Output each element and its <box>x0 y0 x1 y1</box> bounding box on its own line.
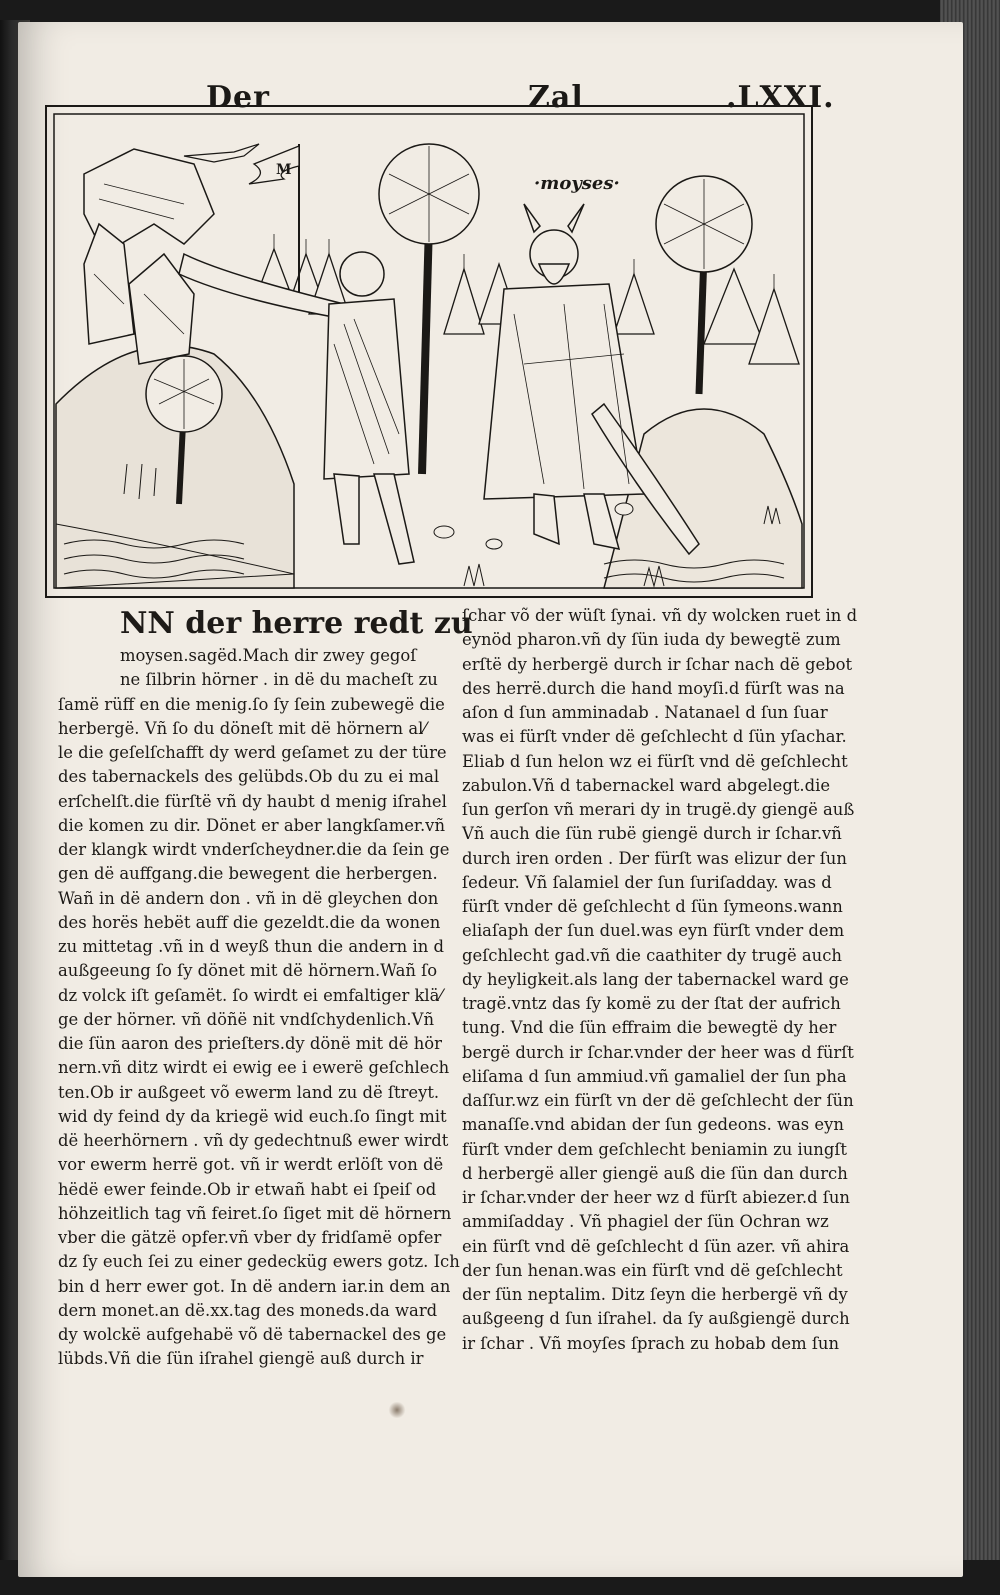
text-line: daſſur.wz ein fürſt vn der dë geſchlecht der ſün <box>462 1091 854 1110</box>
paper-stain <box>388 1402 406 1418</box>
header-center-word: Zal <box>528 80 584 115</box>
initial-line: NN der herre redt zu <box>120 606 473 641</box>
text-line: ſamë rüff en die menig.ſo ſy ſein zubewegë die <box>58 694 445 714</box>
text-line: ſedeur. Vñ ſalamiel der ſun ſuriſadday. was d <box>462 872 832 892</box>
text-line: wid dy feind dy da kriegë wid euch.ſo ſingt mit <box>58 1106 447 1126</box>
text-line: manaſſe.vnd abidan der ſun gedeons. was eyn <box>462 1115 844 1135</box>
text-line: dë heerhörnern . vñ dy gedechtnuß ewer wirdt <box>58 1131 449 1150</box>
text-line: le die geſelſchafft dy werd geſamet zu der türe <box>58 743 447 762</box>
text-line: eliſama d ſun ammiud.vñ gamaliel der ſun pha <box>462 1066 847 1086</box>
text-line: dern monet.an dë.xx.tag des moneds.da ward <box>58 1300 438 1320</box>
header-left-word: Der <box>206 80 270 115</box>
text-line: ne ſilbrin hörner . in dë du macheſt zu <box>120 670 438 690</box>
text-line: d herbergë aller giengë auß die ſün dan durch <box>462 1163 848 1183</box>
text-line: dz ſy euch ſei zu einer gedecküg ewers gotz. Ich <box>58 1252 460 1272</box>
text-line: bergë durch ir ſchar.vnder der heer was d fürſt <box>462 1042 854 1062</box>
text-line: dy wolckë aufgehabë võ dë tabernackel des ge <box>58 1325 447 1344</box>
text-line: eynöd pharon.vñ dy ſün iuda dy bewegtë zum <box>462 630 841 650</box>
text-line: die ſün aaron des prieſters.dy dönë mit dë hör <box>58 1034 442 1053</box>
text-line: hëdë ewer feinde.Ob ir etwañ habt ei ſpeiſ od <box>58 1179 437 1199</box>
illustration-caption: ·moyses· <box>534 173 620 194</box>
text-line: dy heyligkeit.als lang der tabernackel ward ge <box>462 969 849 989</box>
text-line: ir ſchar.vnder der heer wz d fürſt abiezer.d ſun <box>462 1188 850 1207</box>
text-line: gen dë auffgang.die bewegent die herbergen. <box>58 864 438 884</box>
left-text-column <box>58 604 473 1372</box>
text-line: Vñ auch die ſün rubë giengë durch ir ſchar.vñ <box>462 824 842 844</box>
text-line: des herrë.durch die hand moyſi.d fürſt was na <box>462 678 845 698</box>
text-line: vber die gätzë opfer.vñ vber dy fridſamë opfer <box>58 1228 442 1247</box>
text-line: ſchar võ der wüſt ſynai. vñ dy wolcken ruet in d <box>462 606 858 625</box>
text-line: zabulon.Vñ d tabernackel ward abgelegt.die <box>462 775 831 795</box>
text-line: vor ewerm herrë got. vñ ir werdt erlöſt von dë <box>58 1155 444 1175</box>
text-line: des tabernackels des gelübds.Ob du zu ei mal <box>58 767 440 787</box>
text-line: erſchelſt.die fürſtë vñ dy haubt d menig iſrahel <box>58 791 447 811</box>
text-line: moysen.sagëd.Mach dir zwey gegoſ <box>120 646 417 665</box>
text-line: Eliab d ſun helon wz ei fürſt vnd dë geſchlecht <box>462 751 848 771</box>
text-line: lübds.Vñ die ſün iſrahel giengë auß durch ir <box>58 1349 424 1369</box>
folio-number: .LXXI. <box>726 80 835 115</box>
text-line: durch iren orden . Der fürſt was elizur der ſun <box>462 848 847 868</box>
woodcut-illustration <box>44 104 814 599</box>
text-line: der klangk wirdt vnderſcheydner.die da ſein ge <box>58 840 450 859</box>
text-line: der ſün neptalim. Ditz ſeyn die herbergë vñ dy <box>462 1285 848 1304</box>
text-line: höhzeitlich tag vñ feiret.ſo ſiget mit dë hörnern <box>58 1203 452 1223</box>
text-line: der ſun henan.was ein fürſt vnd dë geſchlecht <box>462 1260 843 1280</box>
text-line: ein fürſt vnd dë geſchlecht d ſün azer. vñ ahira <box>462 1236 850 1256</box>
text-line: herbergë. Vñ ſo du döneſt mit dë hörnern al⁄ <box>58 718 427 738</box>
book-page <box>18 22 963 1577</box>
text-line: eliaſaph der ſun duel.was eyn fürſt vnder dem <box>462 921 845 941</box>
text-line: erſtë dy herbergë durch ir ſchar nach dë gebot <box>462 654 853 674</box>
text-line: ir ſchar . Vñ moyſes ſprach zu hobab dem ſun <box>462 1333 840 1353</box>
text-line: die komen zu dir. Dönet er aber langkſamer.vñ <box>58 815 445 835</box>
text-line: ge der hörner. vñ döñë nit vndſchydenlich.Vñ <box>58 1009 434 1029</box>
text-line: ten.Ob ir außgeet võ ewerm land zu dë ſtreyt. <box>58 1082 440 1102</box>
text-line: zu mittetag .vñ in d weyß thun die andern in d <box>58 937 444 956</box>
text-line: fürſt vnder dë geſchlecht d ſün ſymeons.wann <box>462 897 843 916</box>
text-line: tragë.vntz das ſy komë zu der ſtat der aufrich <box>462 994 841 1013</box>
text-line: dz volck iſt geſamët. ſo wirdt ei emfaltiger klä⁄ <box>58 985 443 1005</box>
text-line: tung. Vnd die ſün effraim die bewegtë dy her <box>462 1018 837 1038</box>
text-line: aſon d ſun amminadab . Natanael d ſun ſuar <box>462 703 828 722</box>
text-line: des horës hebët auff die gezeldt.die da wonen <box>58 912 441 932</box>
text-line: ammiſadday . Vñ phagiel der ſün Ochran wz <box>462 1212 829 1232</box>
banner-letter: M <box>276 162 292 178</box>
right-text-column <box>462 604 858 1356</box>
text-line: bin d herr ewer got. In dë andern iar.in dem an <box>58 1276 451 1296</box>
text-line: was ei fürſt vnder dë geſchlecht d ſün yſachar. <box>462 727 847 747</box>
text-line: ſun gerſon vñ merari dy in trugë.dy giengë auß <box>462 800 855 819</box>
text-line: fürſt vnder dem geſchlecht beniamin zu iungſt <box>462 1139 848 1159</box>
text-line: außgeeng d ſun iſrahel. da ſy außgiengë durch <box>462 1309 850 1329</box>
text-line: geſchlecht gad.vñ die caathiter dy trugë auch <box>462 945 842 965</box>
text-line: Wañ in dë andern don . vñ in dë gleychen don <box>58 888 439 908</box>
text-line: nern.vñ ditz wirdt ei ewig ee i ewerë geſchlech <box>58 1058 450 1078</box>
text-line: außgeeung ſo ſy dönet mit dë hörnern.Wañ ſo <box>58 961 438 981</box>
